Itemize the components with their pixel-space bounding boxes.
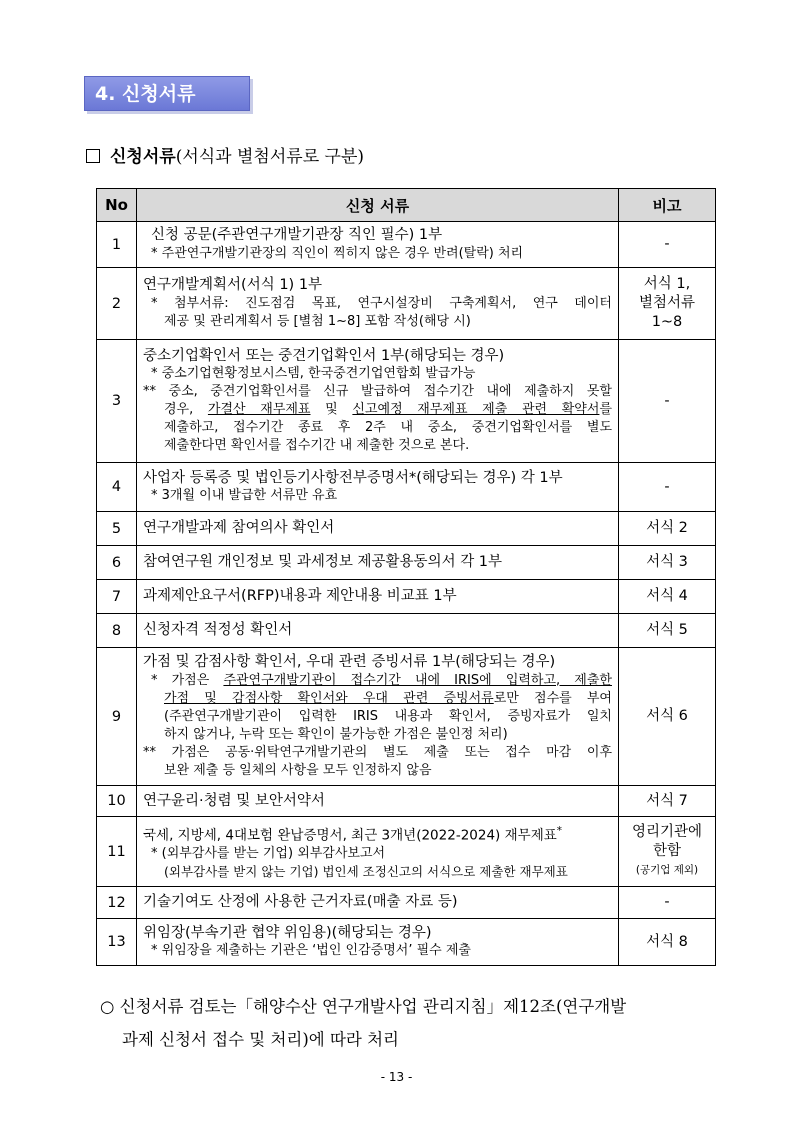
table-row: 1 신청 공문(주관연구개발기관장 직인 필수) 1부 * 주관연구개발기관장의 직인이 찍히지 않은 경우 반려(탈락) 처리 - (97, 222, 716, 268)
table-row: 5 연구개발과제 참여의사 확인서 서식 2 (97, 512, 716, 546)
table-row: 12 기술기여도 산정에 사용한 근거자료(매출 자료 등) - (97, 887, 716, 919)
table-row: 2 연구개발계획서(서식 1) 1부 * 첨부서류: 진도점검 목표, 연구시설장비 구축계획서, 연구 데이터 제공 및 관리계획서 등 [별첨 1~8] 포함 작성(해당 시) 서식 1, 별첨서류 1~8 (97, 268, 716, 340)
header-note: 비고 (619, 189, 716, 222)
subheading-bold: 신청서류 (110, 147, 176, 167)
table-row: 6 참여연구원 개인정보 및 과세정보 제공활용동의서 각 1부 서식 3 (97, 546, 716, 580)
table-row: 4 사업자 등록증 및 법인등기사항전부증명서*(해당되는 경우) 각 1부 * 3개월 이내 발급한 서류만 유효 - (97, 463, 716, 512)
page-number: - 13 - (380, 1070, 413, 1084)
table-row: 8 신청자격 적정성 확인서 서식 5 (97, 614, 716, 648)
table-row: 10 연구윤리·청렴 및 보안서약서 서식 7 (97, 786, 716, 817)
table-header (97, 189, 716, 222)
footer-line-1: ○ 신청서류 검토는「해양수산 연구개발사업 관리지침」제12조(연구개발 (100, 997, 627, 1016)
square-icon (86, 149, 100, 163)
documents-table (96, 188, 716, 966)
subheading-paren: (서식과 별첨서류로 구분) (175, 147, 364, 167)
table-row: 9 가점 및 감점사항 확인서, 우대 관련 증빙서류 1부(해당되는 경우) * 가점은 주관연구개발기관이 접수기간 내에 IRIS에 입력하고, 제출한 가점 및 감점사항 확인서와 우대 관련 증빙서류로만 점수를 부여 (주관연구개발기관이 입력한 IRIS 내용과 확인서, 증빙자료가 일치 하지 않거나, 누락 또는 확인이 불가능한 가점은 불인정 처리) ** 가점은 공동·위탁연구개발기관의 별도 제출 또는 접수 마감 이후 보완 제출 등 일체의 사항을 모두 인정하지 않음 서식 6 (97, 648, 716, 786)
header-doc: 신청 서류 (137, 189, 619, 222)
table-row: 3 중소기업확인서 또는 중견기업확인서 1부(해당되는 경우) * 중소기업현황정보시스템, 한국중견기업연합회 발급가능 ** 중소, 중견기업확인서를 신규 발급하여 접수기간 내에 제출하지 못할 경우, 가결산 재무제표 및 신고예정 재무제표 제출 관련 확약서를 제출하고, 접수기간 종료 후 2주 내 중소, 중견기업확인서를 별도 제출한다면 확인서를 접수기간 내 제출한 것으로 본다. - (97, 340, 716, 463)
header-no: No (97, 189, 137, 222)
subheading (86, 142, 364, 167)
table-row: 13 위임장(부속기관 협약 위임용)(해당되는 경우) * 위임장을 제출하는 기관은 ‘법인 인감증명서’ 필수 제출 서식 8 (97, 919, 716, 966)
table-row: 11 국세, 지방세, 4대보험 완납증명서, 최근 3개년(2022-2024) 재무제표* * (외부감사를 받는 기업) 외부감사보고서 (외부감사를 받지 않는 기업) 법인세 조정신고의 서식으로 제출한 재무제표 영리기관에 한함 (공기업 제외) (97, 817, 716, 887)
table-row: 7 과제제안요구서(RFP)내용과 제안내용 비교표 1부 서식 4 (97, 580, 716, 614)
footer-line-2: 과제 신청서 접수 및 처리)에 따라 처리 (122, 1030, 399, 1049)
footer-note (100, 990, 720, 1056)
section-title: 4. 신청서류 (84, 76, 250, 111)
